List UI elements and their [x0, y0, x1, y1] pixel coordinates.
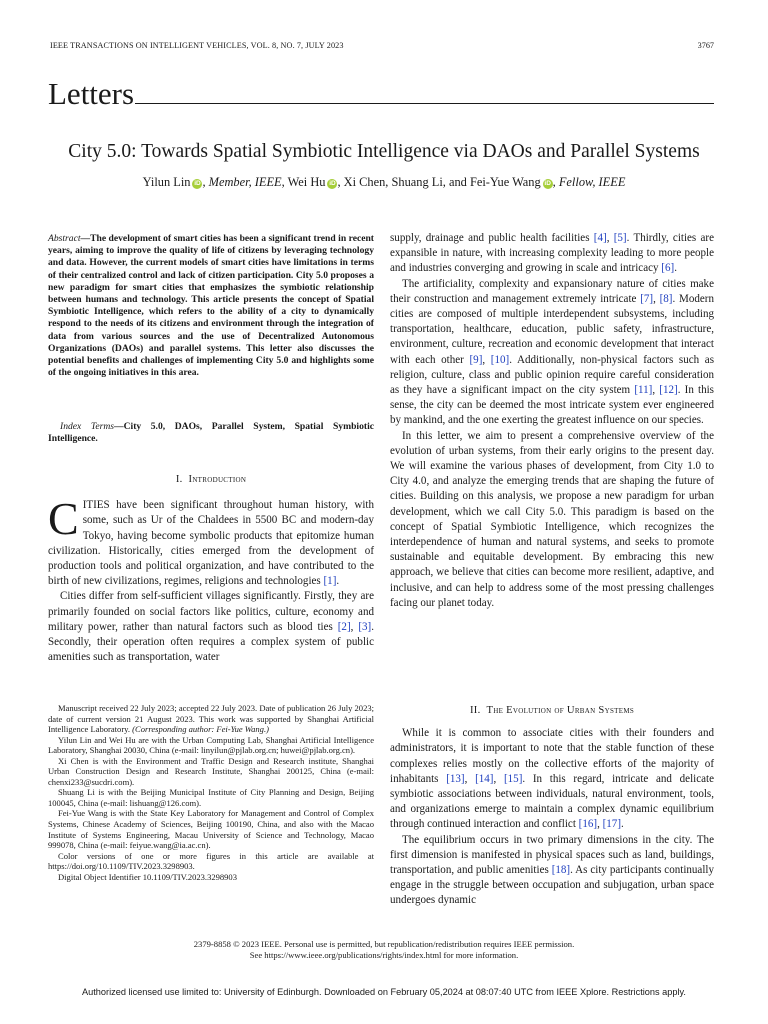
left-column-body	[48, 472, 374, 665]
author-name: , Wei Hu	[281, 175, 326, 189]
footnote-color-versions: Color versions of one or more figures in this article are available at https://doi.org/10.1109/TIV.2023.3298903.	[48, 850, 374, 872]
orcid-icon[interactable]: iD	[544, 180, 551, 187]
running-head: IEEE TRANSACTIONS ON INTELLIGENT VEHICLES, VOL. 8, NO. 7, JULY 2023	[50, 41, 344, 50]
abstract-label: Abstract	[48, 233, 81, 244]
right-column-body	[390, 231, 714, 611]
citation-link[interactable]: [14]	[475, 772, 494, 785]
citation-link[interactable]: [18]	[551, 864, 571, 877]
index-terms-text: —City 5.0, DAOs, Parallel System, Spatial Symbiotic Intelligence.	[48, 421, 375, 445]
citation-link[interactable]: [16]	[578, 818, 598, 831]
right-column-section-two	[390, 703, 714, 909]
citation-link[interactable]: [8]	[659, 292, 673, 305]
paper-title: City 5.0: Towards Spatial Symbiotic Intelligence via DAOs and Parallel Systems	[68, 141, 700, 162]
footnote-affiliation: Fei-Yue Wang is with the State Key Laboratory for Management and Control of Complex Systems, Chinese Academy of Sciences, Beijing 100190, China, and also with the Macao Institute of Systems Engineering, Macau University of Science and Technology, Macao 999078, China (e-mail: feiyue.wang@ia.ac.cn).	[48, 808, 374, 851]
license-notice: Authorized licensed use limited to: University of Edinburgh. Downloaded on February 05,2024 at 08:07:40 UTC from IEEE Xplore. Restrictions apply.	[82, 987, 686, 997]
citation-link[interactable]: [1]	[323, 575, 337, 588]
copyright-link-line[interactable]: See https://www.ieee.org/publications/rights/index.html for more information.	[249, 950, 519, 961]
paragraph: Cities differ from self-sufficient villages significantly. Firstly, they are primarily founded on social factors like politics, culture, economy and military power, rather than natural factors such as blood ties [2], [3]. Secondly, their operation often requires a complex system of public amenities such as transportation, water	[48, 590, 374, 664]
citation-link[interactable]: [5]	[613, 232, 627, 244]
author-line	[0, 175, 768, 190]
citation-link[interactable]: [13]	[446, 772, 465, 785]
author-affiliation: , Member, IEEE	[202, 175, 282, 189]
citation-link[interactable]: [2]	[337, 620, 351, 633]
abstract-text: —The development of smart cities has been a significant trend in recent years, aiming to improve the quality of life of citizens by leveraging technology and data. However, the current models of smart cities have limitations in terms of their centralized control and lack of citizen participation. City 5.0 proposes a new paradigm for smart cities that emphasizes the symbiotic relationship between humans and technology. This article presents the concept of Spatial Symbiotic Intelligence, which refers to the ability of a city to dynamically respond to the needs of its citizens and environment through the integration of data from various sources and the use of Decentralized Autonomous Organizations (DAOs) and parallel systems. This letter also discusses the potential benefits and challenges of implementing City 5.0 and highlights some of the ongoing initiatives in this area.	[48, 233, 374, 379]
paragraph: CITIES have been significant throughout human history, with some, such as Ur of the Chaldees in 5500 BC and modern-day Tokyo, having become symbolic products that epitomize human civilization. Historically, cities emerged from the development of production tools and political organization, and have contributed to the birth of new civilizations, regimes, religions and technologies [1].	[48, 493, 374, 588]
orcid-icon[interactable]: iD	[329, 180, 336, 187]
index-terms	[48, 421, 374, 445]
section-heading: I. Introduction	[175, 474, 247, 485]
section-rule-divider	[135, 103, 714, 104]
author-name: , Xi Chen, Shuang Li, and Fei-Yue Wang	[337, 175, 541, 189]
footnote-affiliation: Yilun Lin and Wei Hu are with the Urban Computing Lab, Shanghai Artificial Intelligence Laboratory, Shanghai 20030, China (e-mail: linyilun@pjlab.org.cn; huwei@pjlab.org.cn).	[48, 734, 374, 756]
copyright-notice	[0, 939, 768, 961]
footnote-affiliation: Xi Chen is with the Environment and Traffic Design and Research institute, Shanghai Urban Construction Design and Research Institute, Shanghai 200125, China (e-mail: chenxi233@sucdri.com).	[48, 755, 374, 787]
citation-link[interactable]: [11]	[634, 384, 653, 397]
paragraph: While it is common to associate cities with their founders and administrators, it is important to note that the stable function of these complexes relies mostly on the collective efforts of the majority of inhabitants [13], [14], [15]. In this regard, intricate and delicate symbiotic associations between individuals, natural environment, tools, and organizations emerge to maintain a complex dynamic equilibrium through continued interaction and conflict [16], [17].	[390, 727, 715, 831]
abstract	[48, 233, 374, 379]
citation-link[interactable]: [15]	[503, 772, 523, 785]
paragraph: The equilibrium occurs in two primary dimensions in the city. The first dimension is manifested in physical spaces such as land, buildings, transportation, and public amenities [18]. As city participants continually engage in the struggle between occupation and subjugation, urban space undergoes dynamic	[390, 833, 714, 907]
page-number: 3767	[697, 41, 714, 50]
author-name: Yilun Lin	[142, 175, 191, 189]
paragraph: In this letter, we aim to present a comprehensive overview of the evolution of urban systems, from their early origins to the present day. We will examine the various phases of development, from City 1.0 to City 4.0, and analyze the emerging trends that are shaping the future of cities. Building on this analysis, we propose a new paradigm for urban development, which we call City 5.0. This paradigm is based on the concept of Spatial Symbiotic Intelligence, which recognizes the interdependence of human and natural systems, and seeks to promote sustainable and equitable development. By embracing this new approach, we believe that cities can become more resilient, adaptive, and inclusive, and can help to address some of the most pressing challenges facing our planet today.	[390, 429, 714, 609]
section-type-heading: Letters	[48, 76, 135, 111]
paragraph: supply, drainage and public health facilities [4], [5]. Thirdly, cities are expansible in nature, with increasing complexity leading to more people and industries converging and growing in scale and intricacy [6].	[390, 232, 714, 275]
citation-link[interactable]: [10]	[490, 353, 510, 366]
citation-link[interactable]: [7]	[640, 292, 654, 305]
section-heading: II. The Evolution of Urban Systems	[469, 705, 635, 716]
footnotes	[48, 703, 374, 882]
citation-link[interactable]: [6]	[661, 262, 675, 275]
copyright-line: 2379-8858 © 2023 IEEE. Personal use is permitted, but republication/redistribution requires IEEE permission.	[193, 939, 575, 949]
citation-link[interactable]: [12]	[659, 384, 678, 397]
footnote-doi: Digital Object Identifier 10.1109/TIV.2023.3298903	[58, 871, 237, 882]
citation-link[interactable]: [3]	[358, 620, 372, 633]
footnote-received: Manuscript received 22 July 2023; accepted 22 July 2023. Date of publication 26 July 2023; date of current version 21 August 2023. This work was supported by Shanghai Artificial Intelligence Laboratory. (Corresponding author: Fei-Yue Wang.)	[48, 703, 374, 735]
footnote-affiliation: Shuang Li is with the Beijing Municipal Institute of City Planning and Design, Beijing 100045, China (e-mail: lishuang@126.com).	[48, 787, 374, 808]
orcid-icon[interactable]: iD	[194, 180, 201, 187]
citation-link[interactable]: [17]	[602, 818, 622, 831]
paragraph: The artificiality, complexity and expansionary nature of cities make their construction and management extremely intricate [7], [8]. Modern cities are composed of multiple interdependent subsystems, including transportation, healthcare, education, public safety, infrastructure, environment, culture, recreation and economic development that interact with each other [9], [10]. Additionally, non-physical factors such as religion, culture, class and public opinion require careful consideration as they have a significant impact on the city system [11], [12]. In this sense, the city can be deemed the most intricate system ever engineered by mankind, and the one exerting the greatest influence on our species.	[390, 277, 715, 427]
index-terms-label: Index Terms	[60, 421, 114, 432]
drop-cap: C	[48, 493, 79, 545]
citation-link[interactable]: [9]	[469, 353, 483, 366]
citation-link[interactable]: [4]	[593, 232, 607, 244]
author-affiliation: , Fellow, IEEE	[552, 175, 626, 189]
